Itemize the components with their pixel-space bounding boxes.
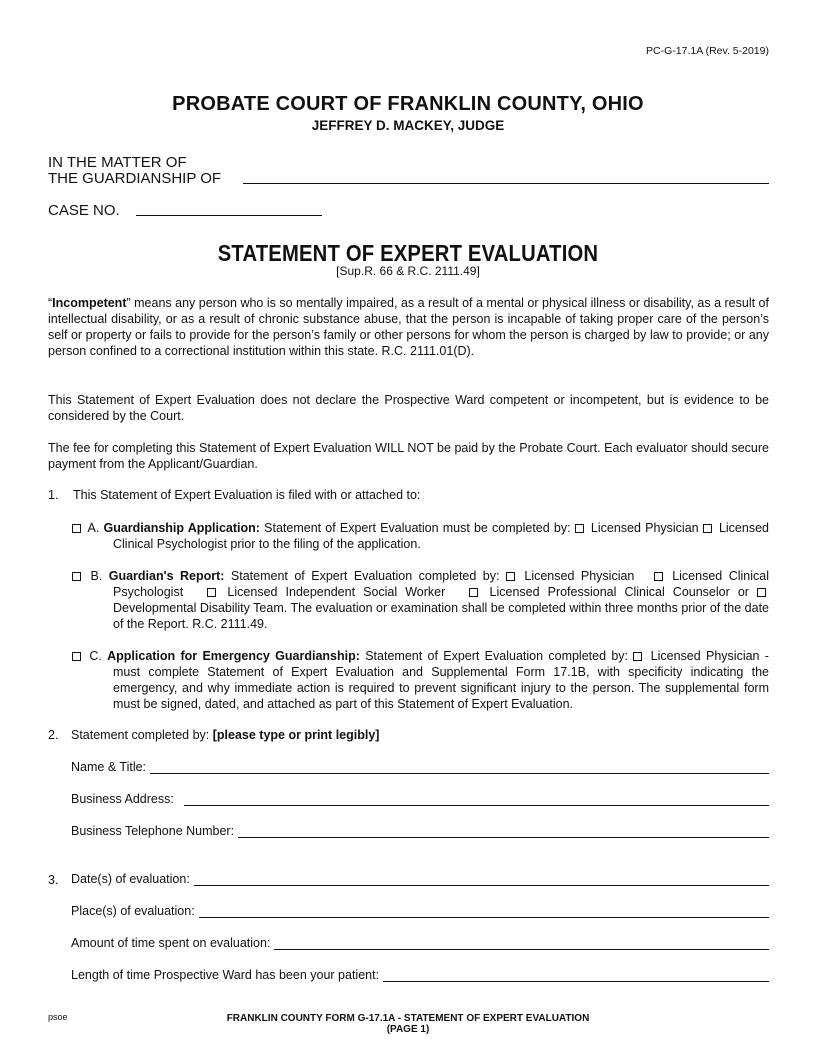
name-title-row bbox=[71, 760, 769, 774]
business-phone-label: Business Telephone Number: bbox=[71, 824, 235, 838]
matter-label-1: IN THE MATTER OF bbox=[48, 154, 187, 171]
guardianship-of-field[interactable] bbox=[243, 169, 769, 184]
section-3-number: 3. bbox=[48, 873, 59, 887]
evaluation-places-label: Place(s) of evaluation: bbox=[71, 904, 195, 918]
case-no-field[interactable] bbox=[136, 201, 322, 216]
case-no-label: CASE NO. bbox=[48, 202, 120, 219]
name-title-field[interactable] bbox=[150, 763, 769, 774]
checkbox-a-licensed-clinical-psychologist[interactable] bbox=[703, 524, 712, 533]
business-address-label: Business Address: bbox=[71, 792, 174, 806]
patient-duration-label: Length of time Prospective Ward has been your patient: bbox=[71, 968, 380, 982]
incompetent-definition: “Incompetent” means any person who is so mentally impaired, as a result of a mental or physical illness or disability, as a result of intellectual disability, or as a result of chronic substance abuse, that the person is incapable of taking proper care of the person’s self or property or fails to provide for the person’s family or other persons for whom the person is charged by law to provide; or any person confined to a correctional institution within this state. R.C. 2111.01(D). bbox=[48, 296, 769, 358]
section-1-number: 1. bbox=[48, 488, 59, 502]
item-a: A. Guardianship Application: Statement of Expert Evaluation must be completed by: Licensed Physician Licensed Clinical Psychologist prior to the filing of the application. bbox=[72, 520, 769, 552]
business-address-field[interactable] bbox=[184, 795, 769, 806]
checkbox-emergency-guardianship[interactable] bbox=[72, 652, 81, 661]
matter-label-2: THE GUARDIANSHIP OF bbox=[48, 170, 222, 187]
item-b: B. Guardian's Report: Statement of Expert Evaluation completed by: Licensed Physician Licensed Clinical Psychologist Licensed Independent Social Worker Licensed Professional Clinical Counselor or Developmental Disability Team. The evaluation or examination shall be completed within three months prior of the date of the Report. R.C. 2111.49. bbox=[72, 568, 769, 632]
business-address-row bbox=[71, 792, 769, 806]
section-1-label: This Statement of Expert Evaluation is filed with or attached to: bbox=[73, 488, 421, 502]
checkbox-guardianship-application[interactable] bbox=[72, 524, 81, 533]
evaluation-time-row bbox=[71, 936, 769, 950]
checkbox-b-licensed-independent-social-worker[interactable] bbox=[207, 588, 216, 597]
patient-duration-row bbox=[71, 968, 769, 982]
disclaimer-paragraph: This Statement of Expert Evaluation does not declare the Prospective Ward competent or incompetent, but is evidence to be considered by the Court. bbox=[48, 393, 769, 423]
evaluation-places-row bbox=[71, 904, 769, 918]
business-phone-row bbox=[71, 824, 769, 838]
evaluation-time-field[interactable] bbox=[274, 939, 769, 950]
business-phone-field[interactable] bbox=[238, 827, 769, 838]
evaluation-places-field[interactable] bbox=[199, 907, 769, 918]
defined-term: Incompetent bbox=[52, 296, 127, 310]
checkbox-a-licensed-physician[interactable] bbox=[575, 524, 584, 533]
court-name: PROBATE COURT OF FRANKLIN COUNTY, OHIO bbox=[172, 93, 644, 115]
checkbox-b-licensed-physician[interactable] bbox=[506, 572, 515, 581]
checkbox-b-developmental-disability-team[interactable] bbox=[757, 588, 766, 597]
form-number: PC-G-17.1A (Rev. 5-2019) bbox=[646, 45, 769, 57]
checkbox-c-licensed-physician[interactable] bbox=[633, 652, 642, 661]
item-c: C. Application for Emergency Guardianship: Statement of Expert Evaluation completed by: Licensed Physician - must complete Statement of Expert Evaluation and Supplemental Form 17.1B, with specificity indicating the emergency, and why immediate action is required to prevent significant injury to the person. The supplemental form must be signed, dated, and attached as part of this Statement of Expert Evaluation. bbox=[72, 648, 769, 712]
page-title: STATEMENT OF EXPERT EVALUATION bbox=[217, 240, 599, 266]
page-number: (PAGE 1) bbox=[386, 1024, 430, 1035]
patient-duration-field[interactable] bbox=[383, 971, 769, 982]
evaluation-dates-row bbox=[71, 872, 769, 886]
name-title-label: Name & Title: bbox=[71, 760, 147, 774]
checkbox-guardians-report[interactable] bbox=[72, 572, 81, 581]
footer-title: FRANKLIN COUNTY FORM G-17.1A - STATEMENT OF EXPERT EVALUATION (PAGE 1) bbox=[0, 1013, 816, 1035]
section-2-number: 2. bbox=[48, 728, 59, 742]
checkbox-b-licensed-professional-clinical-counselor[interactable] bbox=[469, 588, 478, 597]
evaluation-dates-field[interactable] bbox=[194, 875, 769, 886]
section-2-label: Statement completed by: [please type or print legibly] bbox=[71, 728, 380, 742]
footer-code: psoe bbox=[48, 1012, 68, 1022]
evaluation-dates-label: Date(s) of evaluation: bbox=[71, 872, 190, 886]
judge-name: JEFFREY D. MACKEY, JUDGE bbox=[311, 118, 505, 133]
checkbox-b-licensed-clinical-psychologist[interactable] bbox=[654, 572, 663, 581]
citation: [Sup.R. 66 & R.C. 2111.49] bbox=[336, 264, 480, 278]
evaluation-time-label: Amount of time spent on evaluation: bbox=[71, 936, 271, 950]
fee-notice-paragraph: The fee for completing this Statement of Expert Evaluation WILL NOT be paid by the Probate Court. Each evaluator should secure payment from the Applicant/Guardian. bbox=[48, 441, 769, 471]
